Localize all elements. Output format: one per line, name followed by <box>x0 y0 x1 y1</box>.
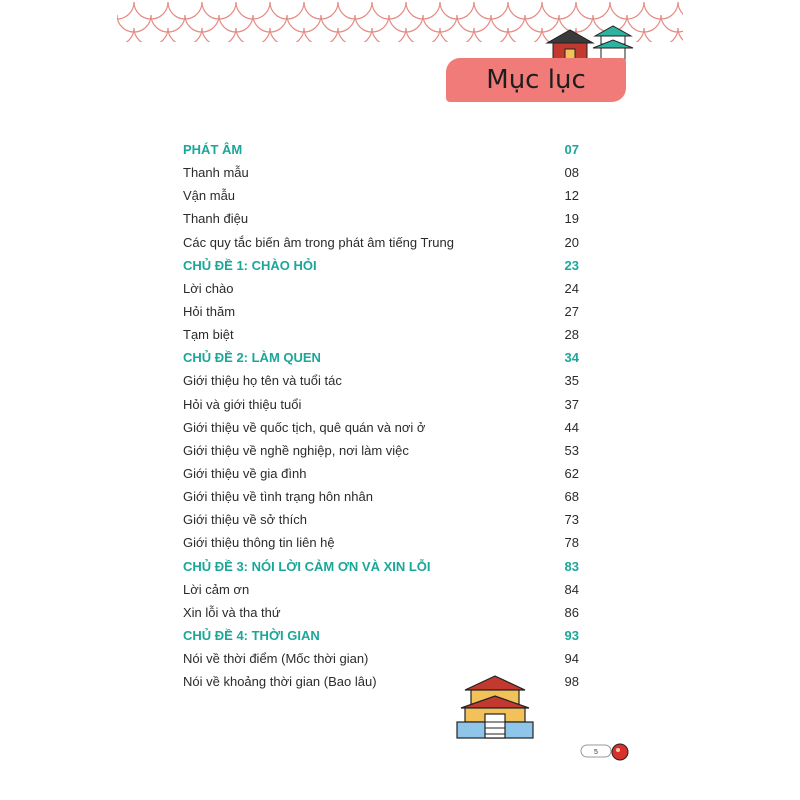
scallop-arc <box>644 28 678 42</box>
toc-page-number: 98 <box>564 674 579 690</box>
toc-label: Lời chào <box>183 280 234 296</box>
scallop-arc <box>678 2 683 19</box>
toc-label: Giới thiệu thông tin liên hệ <box>183 535 335 551</box>
toc-entry-row <box>183 231 579 254</box>
toc-page-number: 73 <box>564 512 579 528</box>
toc-label: Thanh mẫu <box>183 165 249 181</box>
toc-section-row <box>183 555 579 578</box>
toc-label: Hỏi thăm <box>183 304 236 320</box>
toc-entry-row <box>183 184 579 207</box>
toc-entry-row <box>183 416 579 439</box>
title-banner <box>446 58 626 102</box>
toc-entry-row <box>183 647 579 670</box>
palace-illustration <box>455 672 535 742</box>
toc-section-row <box>183 346 579 369</box>
scallop-arc <box>474 28 508 42</box>
toc-label: Tạm biệt <box>183 327 234 343</box>
scallop-arc <box>134 28 168 42</box>
toc-page-number: 94 <box>564 651 579 667</box>
scallop-arc <box>236 28 270 42</box>
scallop-arc <box>678 28 683 42</box>
toc-page-number: 37 <box>564 396 579 412</box>
scallop-arc <box>304 28 338 42</box>
toc-label: Giới thiệu họ tên và tuổi tác <box>183 373 342 389</box>
toc-label: Nói về khoảng thời gian (Bao lâu) <box>183 674 377 690</box>
toc-page-number: 84 <box>564 581 579 597</box>
toc-entry-row <box>183 578 579 601</box>
scallop-arc <box>372 28 406 42</box>
toc-page-number: 62 <box>564 466 579 482</box>
toc-label: Vận mẫu <box>183 188 236 204</box>
toc-page-number: 23 <box>564 257 579 273</box>
toc-entry-row <box>183 300 579 323</box>
table-of-contents <box>183 138 579 693</box>
toc-entry-row <box>183 531 579 554</box>
toc-page-number: 68 <box>564 489 579 505</box>
toc-entry-row <box>183 508 579 531</box>
page-title: Mục lục <box>486 65 586 95</box>
toc-label: Giới thiệu về tình trạng hôn nhân <box>183 489 373 505</box>
toc-page-number: 19 <box>564 211 579 227</box>
toc-page-number: 28 <box>564 327 579 343</box>
toc-label: CHỦ ĐỀ 4: THỜI GIAN <box>183 628 320 644</box>
page-number: 5 <box>594 749 598 756</box>
toc-entry-row <box>183 369 579 392</box>
toc-label: CHỦ ĐỀ 2: LÀM QUEN <box>183 350 321 366</box>
toc-entry-row <box>183 323 579 346</box>
toc-label: Thanh điệu <box>183 211 249 227</box>
toc-entry-row <box>183 207 579 230</box>
scallop-arc <box>661 15 683 32</box>
pagoda-illustration <box>545 22 635 62</box>
scallop-arc <box>338 28 372 42</box>
toc-label: CHỦ ĐỀ 3: NÓI LỜI CẢM ƠN VÀ XIN LỖI <box>183 558 431 574</box>
toc-label: Nói về thời điểm (Mốc thời gian) <box>183 651 369 667</box>
toc-page-number: 53 <box>564 442 579 458</box>
toc-page-number: 93 <box>564 628 579 644</box>
scallop-arc <box>202 28 236 42</box>
toc-entry-row <box>183 485 579 508</box>
scallop-arc <box>270 28 304 42</box>
toc-section-row <box>183 138 579 161</box>
scallop-arc <box>117 2 134 19</box>
page-number-badge <box>580 740 632 762</box>
toc-page-number: 24 <box>564 280 579 296</box>
toc-page-number: 86 <box>564 604 579 620</box>
toc-entry-row <box>183 277 579 300</box>
toc-page-number: 12 <box>564 188 579 204</box>
toc-label: Giới thiệu về nghề nghiệp, nơi làm việc <box>183 442 409 458</box>
toc-label: Xin lỗi và tha thứ <box>183 604 281 620</box>
toc-page-number: 20 <box>564 234 579 250</box>
toc-section-row <box>183 624 579 647</box>
toc-entry-row <box>183 462 579 485</box>
toc-label: PHÁT ÂM <box>183 142 243 158</box>
scallop-arc <box>406 28 440 42</box>
toc-label: Hỏi và giới thiệu tuổi <box>183 396 302 412</box>
toc-label: Lời cảm ơn <box>183 581 250 597</box>
toc-page-number: 34 <box>564 350 579 366</box>
toc-label: Giới thiệu về gia đình <box>183 466 307 482</box>
scallop-arc <box>508 28 542 42</box>
toc-entry-row <box>183 161 579 184</box>
toc-page-number: 07 <box>564 142 579 158</box>
toc-label: Giới thiệu về sở thích <box>183 512 307 528</box>
toc-page-number: 27 <box>564 304 579 320</box>
toc-page-number: 44 <box>564 419 579 435</box>
toc-page-number: 35 <box>564 373 579 389</box>
toc-label: Các quy tắc biến âm trong phát âm tiếng Trung <box>183 234 454 250</box>
toc-label: Giới thiệu về quốc tịch, quê quán và nơi ở <box>183 419 426 435</box>
toc-label: CHỦ ĐỀ 1: CHÀO HỎI <box>183 257 317 273</box>
toc-entry-row <box>183 393 579 416</box>
scallop-arc <box>168 28 202 42</box>
toc-entry-row <box>183 439 579 462</box>
toc-entry-row <box>183 601 579 624</box>
toc-page-number: 83 <box>564 558 579 574</box>
toc-page-number: 78 <box>564 535 579 551</box>
toc-page-number: 08 <box>564 165 579 181</box>
scallop-arc <box>440 28 474 42</box>
toc-section-row <box>183 254 579 277</box>
